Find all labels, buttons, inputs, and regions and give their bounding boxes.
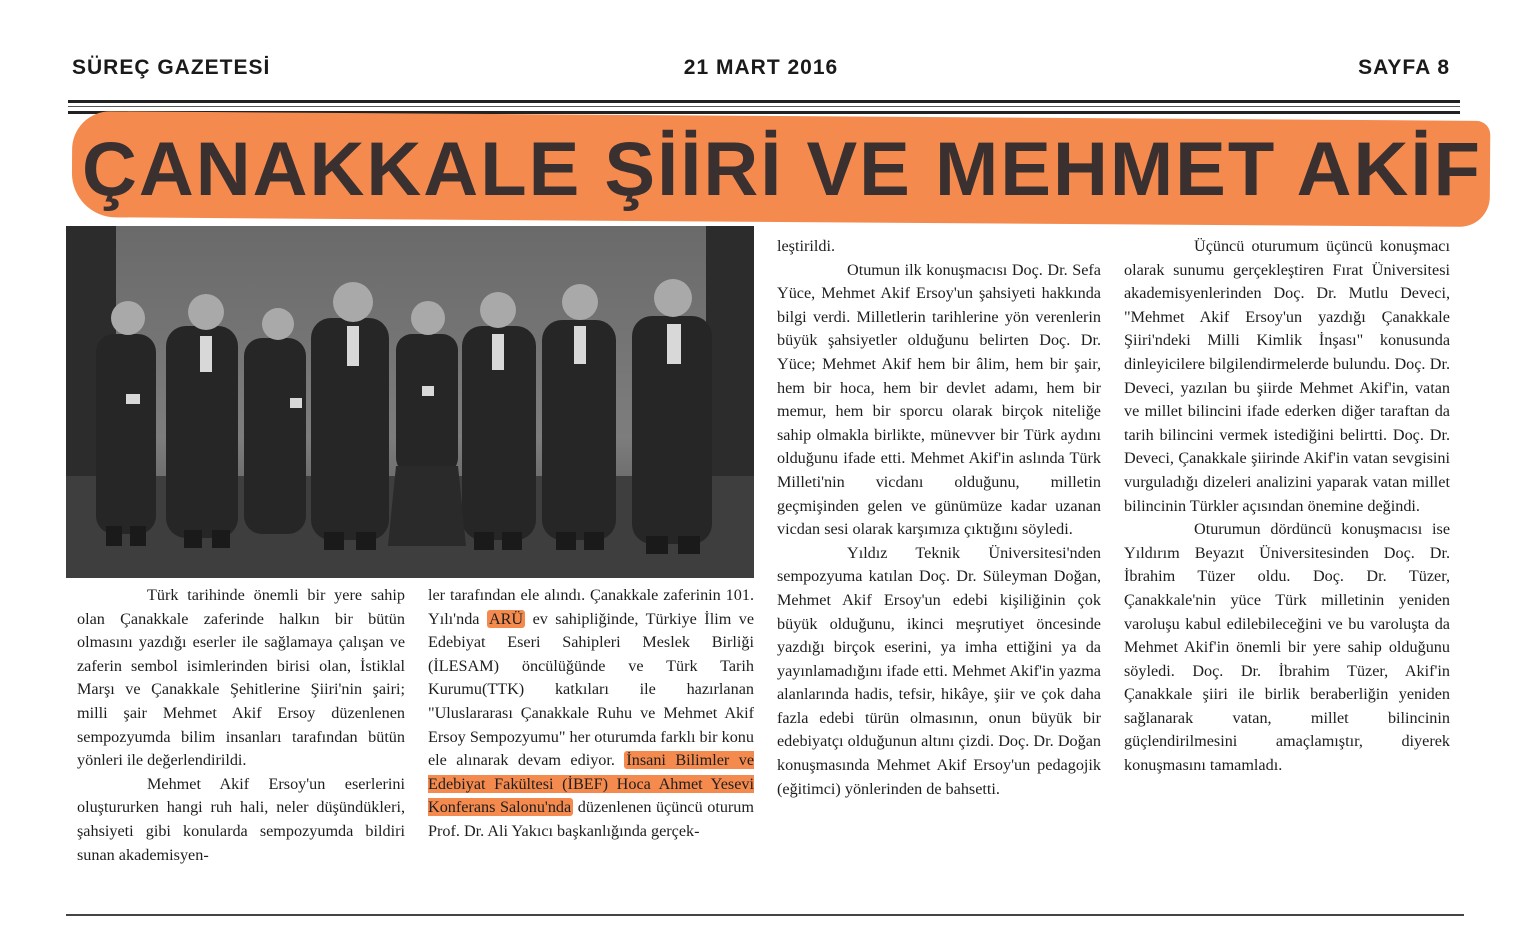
newspaper-name: SÜREÇ GAZETESİ	[72, 56, 271, 79]
paragraph: Yıldız Teknik Üniversitesi'nden sempozyuma katılan Doç. Dr. Süleyman Doğan, Mehmet Akif Ersoy'un edebi kişiliğinin çok büyük olduğunu, ikinci meşrutiyet öncesinde yazdığı birçok eserini, ya imha ettiğini ya da yayınlamadığını ifade etti. Mehmet Akif'in yazma alanlarında hadis, tefsir, hikâye, şiir ve çok daha fazla edebi türün olmasının, onun büyük bir edebiyatçı olduğunun altını çizdi. Doç. Dr. Doğan konuşmasında Mehmet Akif Ersoy'un pedagojik (eğitimci) yönlerinden de bahsetti.	[777, 543, 1101, 798]
paragraph	[428, 584, 754, 844]
text-run: ler tarafından ele alındı. Çanakkale zaferinin 101. Yılı'nda	[428, 586, 754, 628]
article-column-1	[77, 584, 405, 867]
page-number: SAYFA 8	[1358, 56, 1450, 79]
paragraph: Türk tarihinde önemli bir yere sahip olan Çanakkale zaferinde halkın bir bütün olmasını yazdığı eserler ile sağlamaya çalışan ve zaferin sembol isimlerinden birisi olan, İstiklal Marşı ve Çanakkale Şehitlerine Şiiri'nin şairi; milli şair Mehmet Akif Ersoy düzenlenen sempozyumda bilim insanları tarafından bütün yönleri ile değerlendirildi.	[77, 586, 405, 770]
masthead-rule-middle	[68, 106, 1460, 107]
paragraph: leştirildi.	[777, 237, 835, 255]
article-column-4	[1124, 235, 1450, 778]
highlighted-text: ARÜ	[488, 609, 524, 628]
paragraph: Üçüncü oturumum üçüncü konuşmacı olarak sunumu gerçekleştiren Fırat Üniversitesi akademisyenlerinden Doç. Dr. Mutlu Deveci, "Mehmet Akif Ersoy'un yazdığı Çanakkale Şiiri'ndeki Milli Kimlik İnşası" konusunda dinleyicilere bilgilendirmelerde bulundu. Doç. Dr. Deveci, yazılan bu şiirde Mehmet Akif'in, vatan ve millet bilincini ifade ederken diğer taraftan da tarih bilincini vermek istediğini belirtti. Doç. Dr. Deveci, Çanakkale şiirinde Akif'in vatan sevgisini vurguladığı dizeleri analizini yaparak vatan millet bilincinin Türkler açısından önemine değindi.	[1124, 237, 1450, 515]
paragraph: Oturumun dördüncü konuşmacısı ise Yıldırım Beyazıt Üniversitesinden Doç. Dr. İbrahim Tüzer oldu. Doç. Dr. Tüzer, Çanakkale'nin yüce Türk milletinin yeniden varoluşu kabul edilebileceğini ve bu varoluşta da Mehmet Akif'in önemli bir yere sahip olduğunu söyledi. Doç. Dr. İbrahim Tüzer, Akif'in Çanakkale şiiri ile birlik beraberliğin yeniden sağlanarak vatan, millet bilincinin güçlendirilmesini amaçlamıştır, diyerek konuşmasını tamamladı.	[1124, 520, 1450, 775]
issue-date: 21 MART 2016	[683, 56, 839, 79]
masthead	[72, 56, 1450, 90]
headline: ÇANAKKALE ŞİİRİ VE MEHMET AKİF	[82, 127, 1482, 212]
paragraph: Mehmet Akif Ersoy'un eserlerini oluştururken hangi ruh hali, neler düşündükleri, şahsiyeti gibi konularda sempozyumda bildiri sunan akademisyen-	[77, 774, 405, 864]
text-run: düzenlenen üçüncü oturum Prof. Dr. Ali Yakıcı başkanlığında gerçek-	[428, 798, 754, 840]
article-column-2	[428, 584, 754, 844]
text-run: ev sahipliğinde, Türkiye İlim ve Edebiyat Eseri Sahipleri Meslek Birliği (İLESAM) öncülüğünde ve Türk Tarih Kurumu(TTK) katkıları ile hazırlanan "Uluslararası Çanakkale Ruhu ve Mehmet Akif Ersoy Sempozyumu" her oturumda farklı bir konu ele alınarak devam ediyor.	[428, 609, 755, 770]
masthead-rule-top	[68, 100, 1460, 103]
paragraph: Otumun ilk konuşmacısı Doç. Dr. Sefa Yüce, Mehmet Akif Ersoy'un şahsiyeti hakkında bilgi verdi. Milletlerin tarihlerine yön verenlerin büyük şahsiyetler olduğunu belirten Doç. Dr. Yüce; Mehmet Akif hem bir âlim, hem bir şair, hem bir hoca, hem bir devlet adamı, hem bir memur, hem bir sporcu olarak birçok niteliğe sahip olmakla birlikte, münevver bir Türk aydını olduğunu ifade etti. Mehmet Akif'in aslında Türk Milleti'nin vicdanı olduğunu, milletin geçmişinden gelen ve günümüze kadar uzanan vicdan sesi olarak karşımıza çıktığını söyledi.	[777, 260, 1101, 539]
article-column-3	[777, 235, 1101, 801]
footer-rule	[66, 914, 1464, 916]
highlighted-text: İnsani Bilimler ve Edebiyat Fakültesi (İBEF) Hoca Ahmet Yesevi Konferans Salonu'nda	[428, 751, 755, 817]
group-photo	[66, 226, 754, 578]
